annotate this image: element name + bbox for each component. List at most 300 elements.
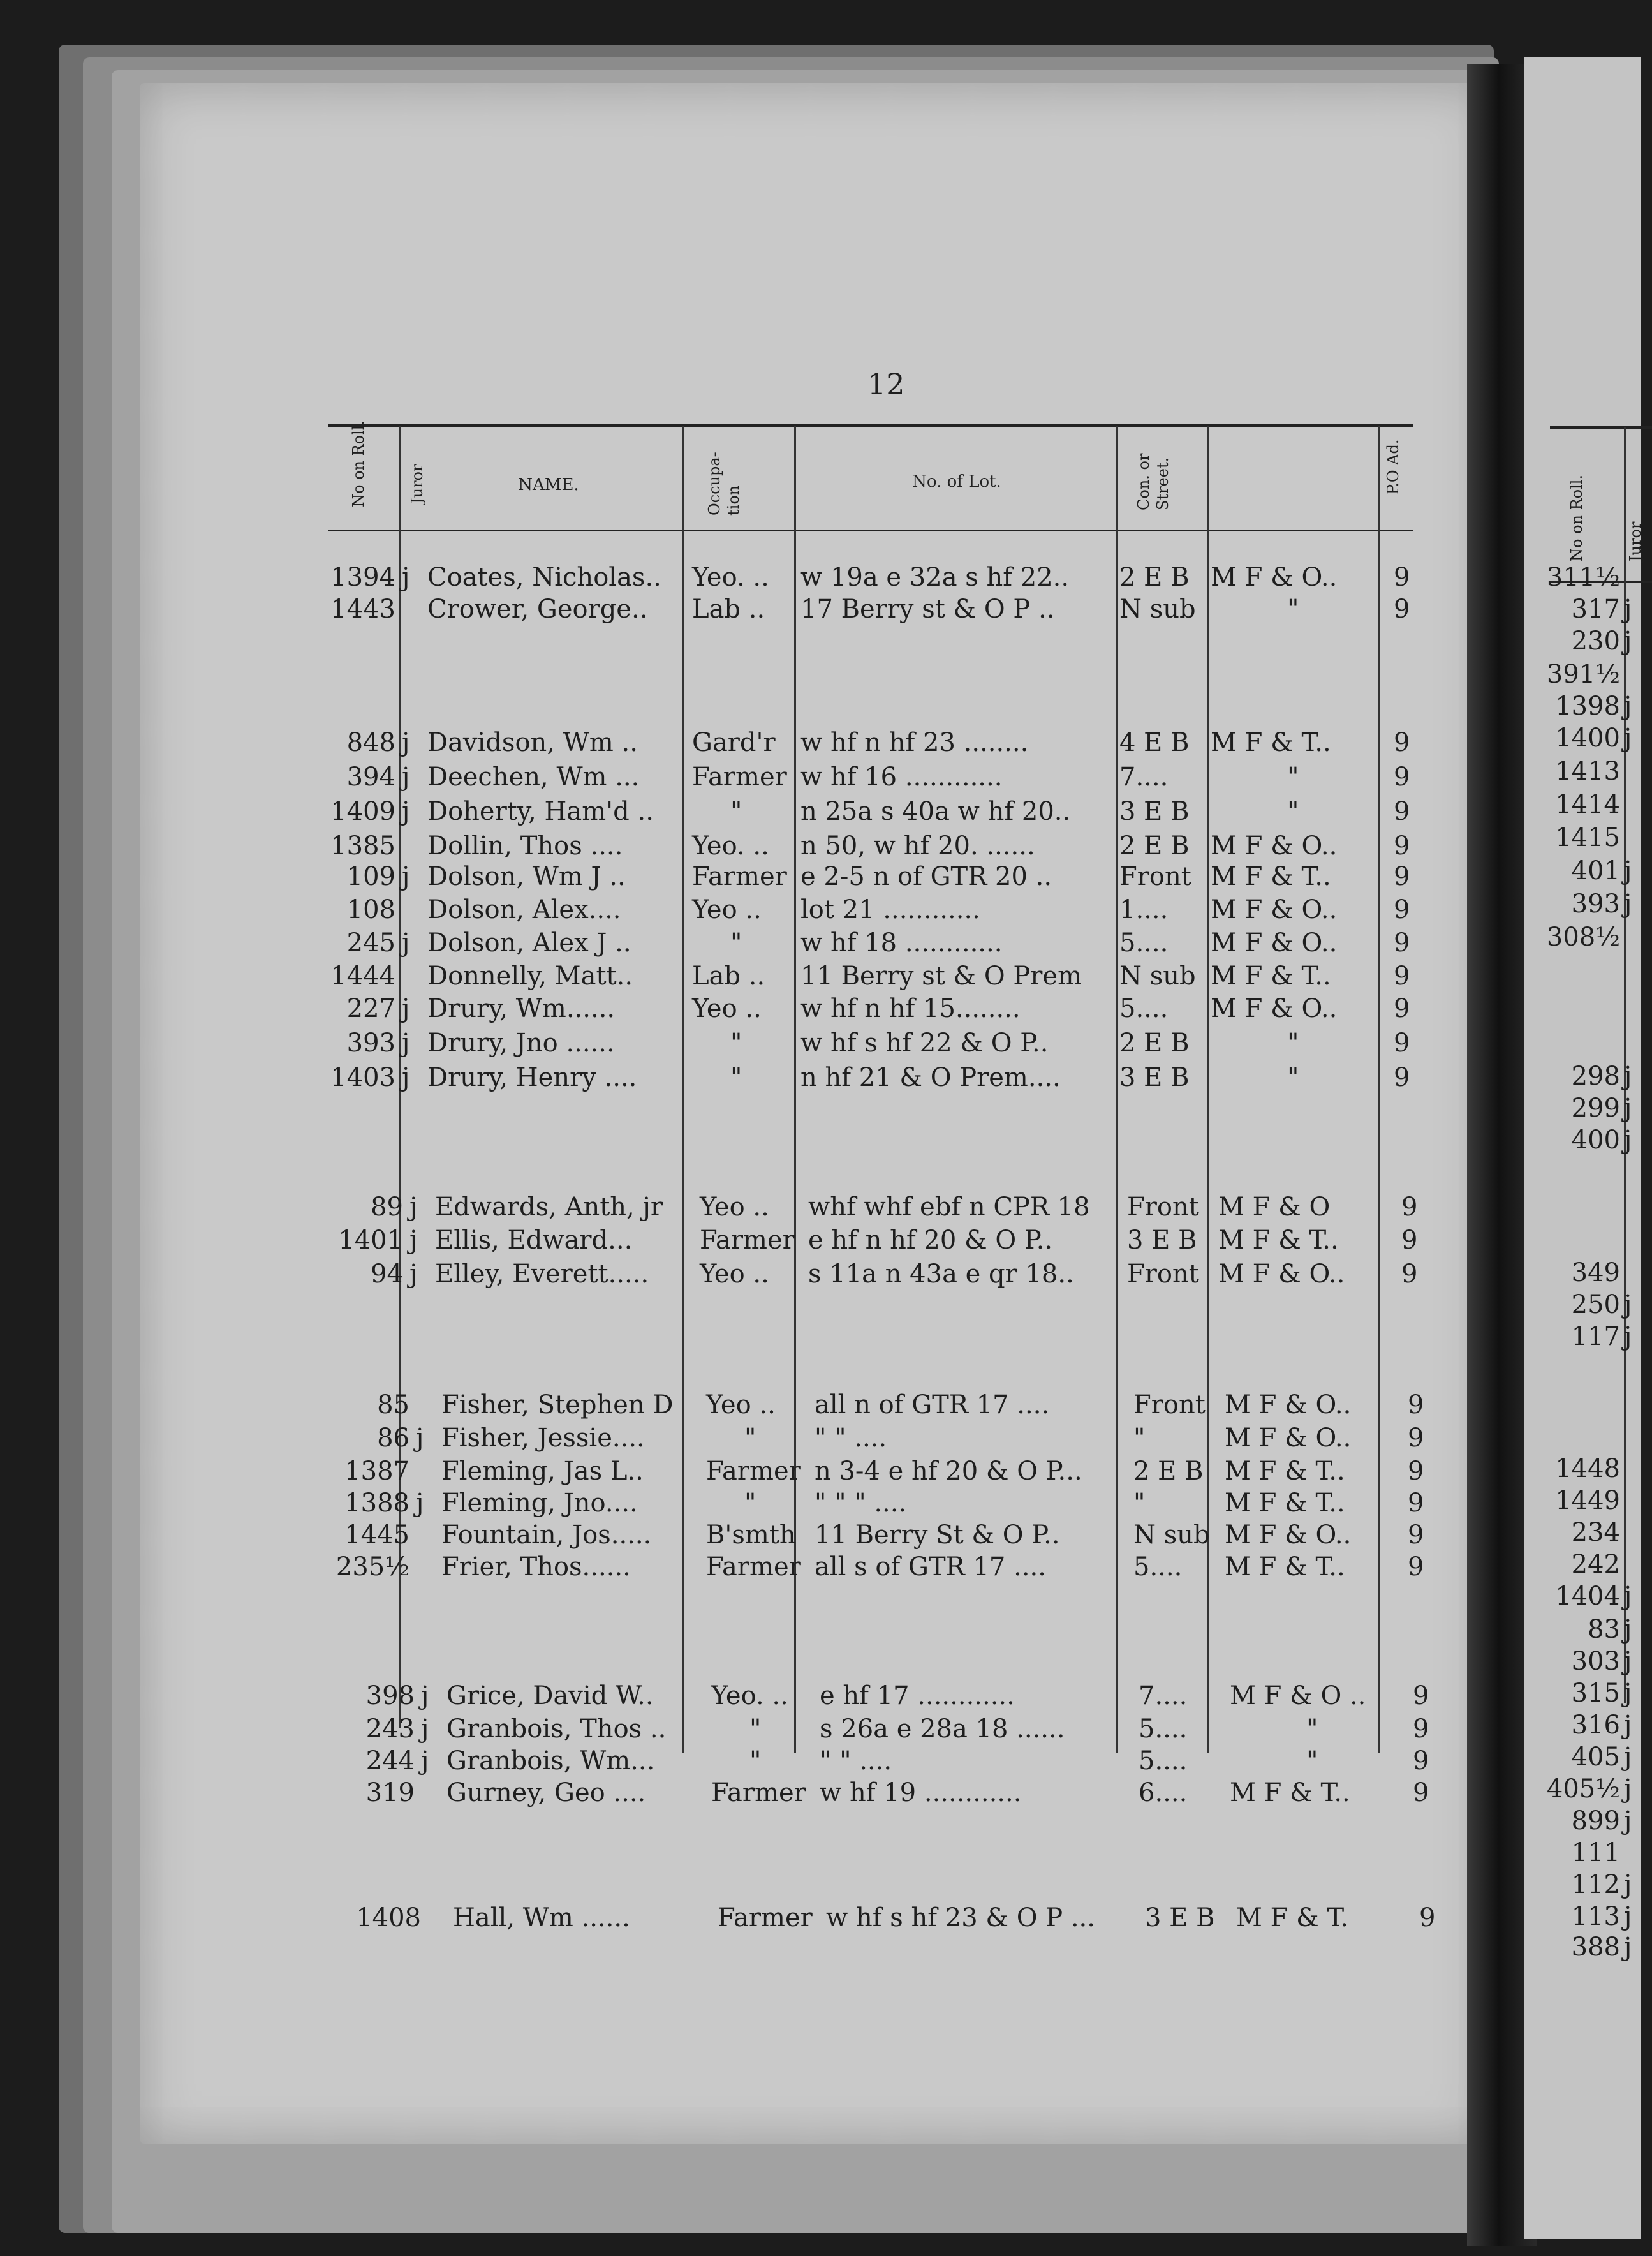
lot-cell: whf whf ebf n CPR 18 xyxy=(808,1192,1090,1222)
facing-roll-number: 1398 xyxy=(1555,692,1620,721)
facing-juror-mark: j xyxy=(1624,1774,1632,1804)
name-cell: Doherty, Ham'd .. xyxy=(427,797,654,826)
name-cell: Grice, David W.. xyxy=(446,1681,654,1711)
juror-mark-cell: j xyxy=(402,728,410,757)
po-ad-cell: 9 xyxy=(1408,1457,1424,1486)
po-ad-cell: 9 xyxy=(1394,961,1410,991)
facing-juror-mark: j xyxy=(1624,1062,1632,1091)
table-row xyxy=(0,859,1641,894)
facing-roll-number: 391½ xyxy=(1546,660,1620,689)
name-cell: Dollin, Thos .... xyxy=(427,831,623,861)
concession-cell: 1.... xyxy=(1119,895,1169,924)
occupation-cell: Farmer xyxy=(692,762,787,792)
facing-juror-mark: j xyxy=(1624,1933,1632,1962)
concession-cell: 2 E B xyxy=(1119,831,1190,861)
concession-cell: 5.... xyxy=(1139,1714,1188,1744)
occupation-cell: Yeo .. xyxy=(700,1192,769,1222)
facing-roll-number: 388 xyxy=(1571,1933,1620,1962)
occupation-cell: Farmer xyxy=(711,1778,806,1807)
concession-cell: 2 E B xyxy=(1133,1457,1204,1486)
name-cell: Drury, Henry .... xyxy=(427,1063,637,1092)
table-row xyxy=(0,1550,1641,1584)
facing-row xyxy=(1524,1288,1641,1322)
lot-cell: e hf n hf 20 & O P.. xyxy=(808,1226,1053,1255)
facing-row xyxy=(1524,689,1641,724)
po-ad-cell: 9 xyxy=(1408,1520,1424,1550)
roll-number-cell: 393 xyxy=(346,1028,395,1058)
po-ad-cell: 9 xyxy=(1394,563,1410,592)
facing-juror-mark: j xyxy=(1624,856,1632,886)
po-ad-cell: 9 xyxy=(1408,1390,1424,1420)
facing-roll-number: 1415 xyxy=(1555,823,1620,852)
juror-mark-cell: j xyxy=(416,1488,424,1518)
concession-cell: 2 E B xyxy=(1119,563,1190,592)
lot-cell: lot 21 ............ xyxy=(800,895,980,924)
po-ad-cell: 9 xyxy=(1394,895,1410,924)
name-cell: Edwards, Anth, jr xyxy=(435,1192,663,1222)
roll-number-cell: 1394 xyxy=(330,563,395,592)
lot-cell: e 2-5 n of GTR 20 .. xyxy=(800,862,1052,891)
occupation-cell: " xyxy=(730,1063,742,1092)
juror-mark-cell: j xyxy=(402,1028,410,1058)
juror-mark-cell: j xyxy=(402,928,410,958)
header-occupation: Occupa- tion xyxy=(705,452,742,516)
name-cell: Fleming, Jno.... xyxy=(441,1488,638,1518)
facing-row xyxy=(1524,1836,1641,1870)
po-ad-cell: 9 xyxy=(1413,1714,1429,1744)
juror-mark-cell: j xyxy=(416,1423,424,1453)
name-cell: Gurney, Geo .... xyxy=(446,1778,646,1807)
lot-cell: " " .... xyxy=(820,1746,892,1776)
concession-cell: " xyxy=(1133,1488,1146,1518)
occupation-cell: Yeo. .. xyxy=(692,831,769,861)
lot-cell: all n of GTR 17 .... xyxy=(815,1390,1050,1420)
facing-roll-number: 393 xyxy=(1571,889,1620,919)
facing-roll-number: 405 xyxy=(1571,1742,1620,1772)
juror-mark-cell: j xyxy=(409,1192,418,1222)
lot-cell: w hf 19 ............ xyxy=(820,1778,1022,1807)
name-cell: Deechen, Wm ... xyxy=(427,762,640,792)
po-ad-cell: 9 xyxy=(1394,1063,1410,1092)
name-cell: Dolson, Wm J .. xyxy=(427,862,626,891)
facing-roll-number: 1413 xyxy=(1555,757,1620,786)
facing-row xyxy=(1524,1319,1641,1354)
occupation-cell: Yeo .. xyxy=(706,1390,776,1420)
facing-juror-mark: j xyxy=(1624,1094,1632,1123)
concession-cell: 3 E B xyxy=(1119,1063,1190,1092)
facing-roll-number: 83 xyxy=(1588,1615,1620,1644)
lot-cell: 17 Berry st & O P .. xyxy=(800,595,1055,624)
roll-number-cell: 86 xyxy=(377,1423,409,1453)
facing-roll-number: 112 xyxy=(1571,1870,1620,1899)
facing-juror-mark: j xyxy=(1624,1870,1632,1899)
occupation-cell: Yeo. .. xyxy=(692,563,769,592)
table-row xyxy=(0,1901,1641,1935)
post-office-cell: M F & T.. xyxy=(1225,1552,1345,1582)
roll-number-cell: 1443 xyxy=(330,595,395,624)
po-ad-cell: 9 xyxy=(1394,831,1410,861)
concession-cell: Front xyxy=(1119,862,1191,891)
po-ad-cell: 9 xyxy=(1401,1192,1418,1222)
post-office-cell: " xyxy=(1287,1028,1299,1058)
po-ad-cell: 9 xyxy=(1394,1028,1410,1058)
lot-cell: w hf n hf 15........ xyxy=(800,994,1021,1023)
table-row xyxy=(0,592,1641,627)
post-office-cell: " xyxy=(1287,1063,1299,1092)
facing-roll-number: 349 xyxy=(1571,1258,1620,1288)
facing-roll-number: 298 xyxy=(1571,1062,1620,1091)
facing-roll-number: 400 xyxy=(1571,1125,1620,1155)
table-row xyxy=(0,1421,1641,1455)
name-cell: Fisher, Stephen D xyxy=(441,1390,674,1420)
lot-cell: w hf s hf 22 & O P.. xyxy=(800,1028,1049,1058)
concession-cell: 3 E B xyxy=(1127,1226,1197,1255)
post-office-cell: " xyxy=(1306,1714,1318,1744)
roll-number-cell: 235½ xyxy=(336,1552,409,1582)
concession-cell: 7.... xyxy=(1119,762,1169,792)
name-cell: Granbois, Wm... xyxy=(446,1746,655,1776)
facing-roll-number: 401 xyxy=(1571,856,1620,886)
facing-roll-number: 113 xyxy=(1571,1902,1620,1931)
juror-mark-cell: j xyxy=(421,1746,429,1776)
name-cell: Fountain, Jos..... xyxy=(441,1520,652,1550)
juror-mark-cell: j xyxy=(402,1063,410,1092)
concession-cell: 2 E B xyxy=(1119,1028,1190,1058)
concession-cell: 4 E B xyxy=(1119,728,1190,757)
facing-header-rule-top xyxy=(1550,426,1652,429)
occupation-cell: Farmer xyxy=(718,1903,813,1933)
table-row xyxy=(0,1190,1641,1224)
post-office-cell: " xyxy=(1287,797,1299,826)
name-cell: Fleming, Jas L.. xyxy=(441,1457,644,1486)
facing-roll-number: 111 xyxy=(1571,1838,1620,1867)
lot-cell: n 3-4 e hf 20 & O P... xyxy=(815,1457,1082,1486)
post-office-cell: M F & T. xyxy=(1236,1903,1348,1933)
table-row xyxy=(0,893,1641,927)
occupation-cell: " xyxy=(730,797,742,826)
lot-cell: s 26a e 28a 18 ...... xyxy=(820,1714,1065,1744)
roll-number-cell: 1385 xyxy=(330,831,395,861)
roll-number-cell: 109 xyxy=(346,862,395,891)
concession-cell: 6.... xyxy=(1139,1778,1188,1807)
facing-juror-mark: j xyxy=(1624,692,1632,721)
lot-cell: all s of GTR 17 .... xyxy=(815,1552,1046,1582)
roll-number-cell: 1388 xyxy=(344,1488,409,1518)
concession-cell: Front xyxy=(1127,1192,1199,1222)
po-ad-cell: 9 xyxy=(1394,797,1410,826)
lot-cell: w hf 18 ............ xyxy=(800,928,1003,958)
facing-roll-number: 308½ xyxy=(1546,923,1620,952)
header-con-or-street: Con. or Street. xyxy=(1135,453,1172,510)
occupation-cell: " xyxy=(744,1488,756,1518)
roll-number-cell: 243 xyxy=(365,1714,415,1744)
concession-cell: N sub xyxy=(1119,961,1196,991)
occupation-cell: Farmer xyxy=(692,862,787,891)
table-row xyxy=(0,1744,1641,1778)
po-ad-cell: 9 xyxy=(1413,1778,1429,1807)
table-row xyxy=(0,1712,1641,1746)
lot-cell: w 19a e 32a s hf 22.. xyxy=(800,563,1070,592)
roll-number-cell: 319 xyxy=(365,1778,415,1807)
header-po-ad: P.O Ad. xyxy=(1384,439,1402,494)
post-office-cell: M F & O.. xyxy=(1225,1423,1352,1453)
table-row xyxy=(0,1388,1641,1422)
occupation-cell: Yeo .. xyxy=(700,1259,769,1289)
po-ad-cell: 9 xyxy=(1394,595,1410,624)
name-cell: Frier, Thos...... xyxy=(441,1552,631,1582)
roll-number-cell: 1409 xyxy=(330,797,395,826)
facing-juror-mark: j xyxy=(1624,1806,1632,1836)
concession-cell: 5.... xyxy=(1139,1746,1188,1776)
po-ad-cell: 9 xyxy=(1394,762,1410,792)
post-office-cell: " xyxy=(1306,1746,1318,1776)
name-cell: Hall, Wm ...... xyxy=(453,1903,630,1933)
facing-roll-number: 1404 xyxy=(1555,1582,1620,1611)
roll-number-cell: 1444 xyxy=(330,961,395,991)
facing-roll-number: 117 xyxy=(1571,1322,1620,1351)
name-cell: Dolson, Alex.... xyxy=(427,895,621,924)
roll-number-cell: 244 xyxy=(365,1746,415,1776)
name-cell: Davidson, Wm .. xyxy=(427,728,638,757)
table-row xyxy=(0,991,1641,1026)
facing-roll-number: 299 xyxy=(1571,1094,1620,1123)
facing-roll-number: 311½ xyxy=(1546,563,1620,592)
table-row xyxy=(0,760,1641,794)
po-ad-cell: 9 xyxy=(1394,728,1410,757)
post-office-cell: M F & O.. xyxy=(1211,994,1338,1023)
facing-roll-number: 1414 xyxy=(1555,790,1620,819)
page-number: 12 xyxy=(867,367,905,401)
header-rule-top xyxy=(328,424,1413,427)
juror-mark-cell: j xyxy=(409,1259,418,1289)
book-page xyxy=(140,83,1486,2144)
table-row xyxy=(0,1223,1641,1258)
facing-roll-number: 315 xyxy=(1571,1679,1620,1708)
lot-cell: n 25a s 40a w hf 20.. xyxy=(800,797,1071,826)
post-office-cell: M F & O.. xyxy=(1211,928,1338,958)
facing-roll-number: 242 xyxy=(1571,1550,1620,1579)
juror-mark-cell: j xyxy=(421,1681,429,1711)
facing-roll-number: 1449 xyxy=(1555,1486,1620,1515)
facing-juror-mark: j xyxy=(1624,595,1632,624)
roll-number-cell: 848 xyxy=(346,728,395,757)
table-row xyxy=(0,959,1641,993)
post-office-cell: M F & O.. xyxy=(1225,1520,1352,1550)
facing-roll-number: 230 xyxy=(1571,627,1620,656)
lot-cell: w hf n hf 23 ........ xyxy=(800,728,1029,757)
header-name: NAME. xyxy=(518,475,579,494)
juror-mark-cell: j xyxy=(402,862,410,891)
table-row xyxy=(0,1257,1641,1291)
po-ad-cell: 9 xyxy=(1394,862,1410,891)
lot-cell: n hf 21 & O Prem.... xyxy=(800,1063,1061,1092)
roll-number-cell: 94 xyxy=(371,1259,403,1289)
header-rule-bottom xyxy=(328,530,1413,531)
post-office-cell: " xyxy=(1287,595,1299,624)
name-cell: Granbois, Thos .. xyxy=(446,1714,667,1744)
concession-cell: " xyxy=(1133,1423,1146,1453)
table-row xyxy=(0,1486,1641,1520)
concession-cell: N sub xyxy=(1119,595,1196,624)
juror-mark-cell: j xyxy=(402,797,410,826)
facing-roll-number: 899 xyxy=(1571,1806,1620,1836)
post-office-cell: M F & O.. xyxy=(1211,895,1338,924)
po-ad-cell: 9 xyxy=(1401,1226,1418,1255)
occupation-cell: Farmer xyxy=(700,1226,795,1255)
table-row xyxy=(0,725,1641,760)
post-office-cell: M F & O.. xyxy=(1211,563,1338,592)
occupation-cell: Yeo. .. xyxy=(711,1681,788,1711)
facing-juror-mark: j xyxy=(1624,1125,1632,1155)
facing-row xyxy=(1524,657,1641,692)
table-row xyxy=(0,1518,1641,1552)
name-cell: Fisher, Jessie.... xyxy=(441,1423,645,1453)
facing-row xyxy=(1524,624,1641,658)
name-cell: Drury, Wm...... xyxy=(427,994,616,1023)
facing-juror-mark: j xyxy=(1624,1290,1632,1319)
po-ad-cell: 9 xyxy=(1394,928,1410,958)
concession-cell: 3 E B xyxy=(1145,1903,1215,1933)
post-office-cell: M F & T.. xyxy=(1225,1488,1345,1518)
facing-juror-mark: j xyxy=(1624,1322,1632,1351)
post-office-cell: M F & O.. xyxy=(1218,1259,1345,1289)
table-row xyxy=(0,1776,1641,1810)
lot-cell: " " " .... xyxy=(815,1488,907,1518)
juror-mark-cell: j xyxy=(402,762,410,792)
facing-row xyxy=(1524,1930,1641,1964)
facing-row xyxy=(1524,1091,1641,1125)
occupation-cell: " xyxy=(730,928,742,958)
name-cell: Dolson, Alex J .. xyxy=(427,928,631,958)
roll-number-cell: 1401 xyxy=(338,1226,403,1255)
table-row xyxy=(0,1679,1641,1713)
po-ad-cell: 9 xyxy=(1408,1552,1424,1582)
facing-juror-mark: j xyxy=(1624,1615,1632,1644)
occupation-cell: Lab .. xyxy=(692,595,765,624)
roll-number-cell: 394 xyxy=(346,762,395,792)
header-no-on-roll: No on Roll. xyxy=(350,420,367,507)
table-row xyxy=(0,1060,1641,1095)
juror-mark-cell: j xyxy=(409,1226,418,1255)
post-office-cell: M F & T.. xyxy=(1218,1226,1339,1255)
occupation-cell: Farmer xyxy=(706,1552,801,1582)
juror-mark-cell: j xyxy=(421,1714,429,1744)
roll-number-cell: 1403 xyxy=(330,1063,395,1092)
concession-cell: 3 E B xyxy=(1119,797,1190,826)
facing-juror-mark: j xyxy=(1624,1582,1632,1611)
occupation-cell: " xyxy=(744,1423,756,1453)
post-office-cell: M F & T.. xyxy=(1230,1778,1350,1807)
post-office-cell: M F & T.. xyxy=(1211,862,1331,891)
facing-juror-mark: j xyxy=(1624,1679,1632,1708)
po-ad-cell: 9 xyxy=(1413,1681,1429,1711)
name-cell: Coates, Nicholas.. xyxy=(427,563,661,592)
table-row xyxy=(0,926,1641,960)
facing-row xyxy=(1524,1867,1641,1902)
post-office-cell: M F & O .. xyxy=(1230,1681,1366,1711)
juror-mark-cell: j xyxy=(402,563,410,592)
facing-roll-number: 303 xyxy=(1571,1647,1620,1676)
table-row xyxy=(0,1026,1641,1060)
facing-row xyxy=(1524,1579,1641,1614)
roll-number-cell: 108 xyxy=(346,895,395,924)
occupation-cell: Yeo .. xyxy=(692,994,762,1023)
name-cell: Ellis, Edward... xyxy=(435,1226,633,1255)
lot-cell: " " .... xyxy=(815,1423,887,1453)
concession-cell: 5.... xyxy=(1133,1552,1183,1582)
table-row xyxy=(0,560,1641,595)
header-juror: Juror xyxy=(408,464,426,504)
occupation-cell: " xyxy=(749,1746,762,1776)
post-office-cell: M F & T.. xyxy=(1211,961,1331,991)
roll-number-cell: 245 xyxy=(346,928,395,958)
lot-cell: w hf s hf 23 & O P ... xyxy=(826,1903,1095,1933)
lot-cell: w hf 16 ............ xyxy=(800,762,1003,792)
juror-mark-cell: j xyxy=(402,994,410,1023)
post-office-cell: " xyxy=(1287,762,1299,792)
concession-cell: Front xyxy=(1127,1259,1199,1289)
table-row xyxy=(0,794,1641,829)
roll-number-cell: 1445 xyxy=(344,1520,409,1550)
post-office-cell: M F & O.. xyxy=(1211,831,1338,861)
roll-number-cell: 1387 xyxy=(344,1457,409,1486)
roll-number-cell: 398 xyxy=(365,1681,415,1711)
facing-juror-mark: j xyxy=(1624,724,1632,753)
facing-roll-number: 405½ xyxy=(1546,1774,1620,1804)
facing-roll-number: 1448 xyxy=(1555,1454,1620,1483)
po-ad-cell: 9 xyxy=(1394,994,1410,1023)
lot-cell: s 11a n 43a e qr 18.. xyxy=(808,1259,1074,1289)
lot-cell: n 50, w hf 20. ...... xyxy=(800,831,1035,861)
roll-number-cell: 89 xyxy=(371,1192,403,1222)
name-cell: Donnelly, Matt.. xyxy=(427,961,633,991)
facing-header-no-on-roll: No on Roll. xyxy=(1568,474,1586,561)
facing-juror-mark: j xyxy=(1624,1902,1632,1931)
facing-row xyxy=(1524,1123,1641,1157)
concession-cell: Front xyxy=(1133,1390,1206,1420)
facing-juror-mark: j xyxy=(1624,627,1632,656)
facing-roll-number: 234 xyxy=(1571,1518,1620,1547)
name-cell: Crower, George.. xyxy=(427,595,648,624)
facing-header-juror: Juror xyxy=(1626,521,1644,561)
facing-juror-mark: j xyxy=(1624,1647,1632,1676)
occupation-cell: Yeo .. xyxy=(692,895,762,924)
lot-cell: e hf 17 ............ xyxy=(820,1681,1015,1711)
post-office-cell: M F & O xyxy=(1218,1192,1331,1222)
post-office-cell: M F & T.. xyxy=(1211,728,1331,757)
facing-roll-number: 317 xyxy=(1571,595,1620,624)
roll-number-cell: 85 xyxy=(377,1390,409,1420)
facing-juror-mark: j xyxy=(1624,889,1632,919)
facing-roll-number: 250 xyxy=(1571,1290,1620,1319)
facing-roll-number: 316 xyxy=(1571,1711,1620,1740)
occupation-cell: Farmer xyxy=(706,1457,801,1486)
po-ad-cell: 9 xyxy=(1419,1903,1436,1933)
occupation-cell: " xyxy=(749,1714,762,1744)
facing-roll-number: 1400 xyxy=(1555,724,1620,753)
occupation-cell: " xyxy=(730,1028,742,1058)
name-cell: Drury, Jno ...... xyxy=(427,1028,615,1058)
po-ad-cell: 9 xyxy=(1408,1423,1424,1453)
concession-cell: 5.... xyxy=(1119,928,1169,958)
lot-cell: 11 Berry St & O P.. xyxy=(815,1520,1060,1550)
roll-number-cell: 1408 xyxy=(356,1903,421,1933)
occupation-cell: Lab .. xyxy=(692,961,765,991)
table-row xyxy=(0,1454,1641,1488)
post-office-cell: M F & T.. xyxy=(1225,1457,1345,1486)
table-row xyxy=(0,829,1641,863)
facing-row xyxy=(1524,1612,1641,1647)
